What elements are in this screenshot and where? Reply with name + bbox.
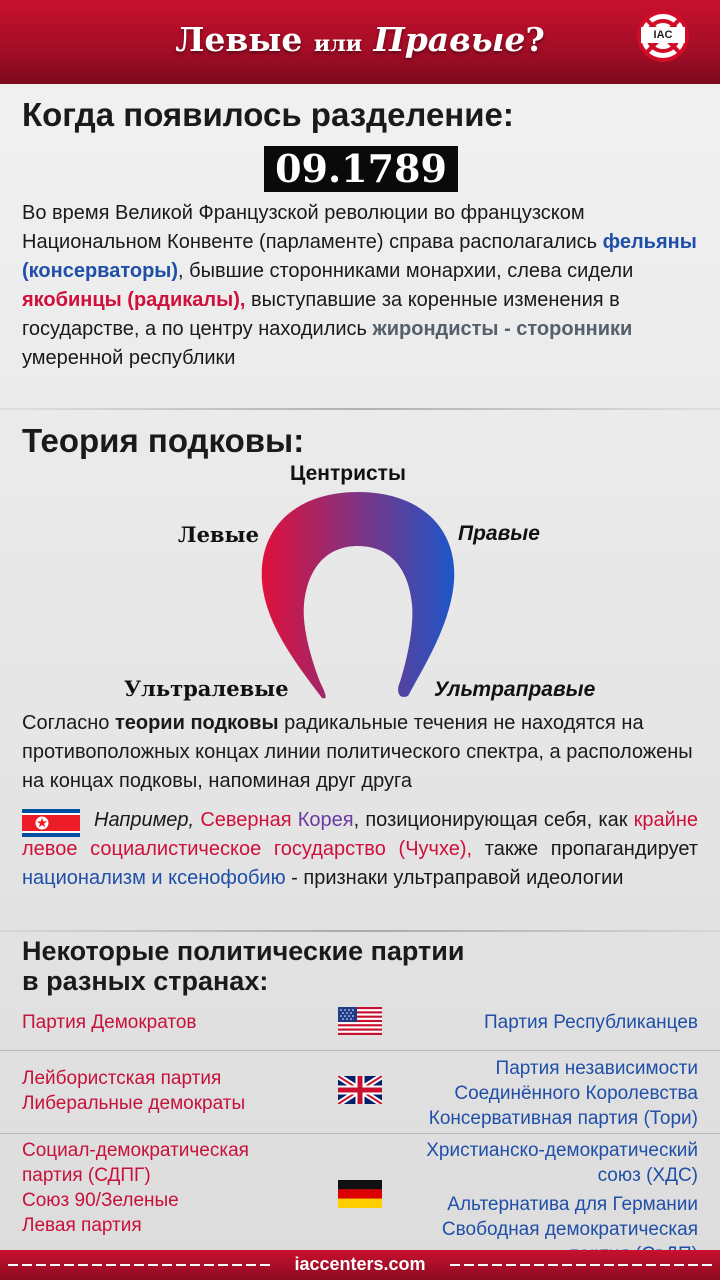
origin-paragraph [22,199,702,373]
text-segment: Например, [94,809,201,831]
uk-right-parties [429,1056,698,1131]
party-name: Лейбористская партия [22,1068,222,1089]
text-segment: фельяны (консерваторы) [22,231,697,282]
usa-left-parties [22,1010,197,1035]
party-name: союз (ХДС) [597,1165,698,1186]
text-segment: - признаки ультраправой идеологии [285,867,624,889]
party-name: Соединённого Королевства [454,1083,698,1104]
row-divider [0,1050,720,1051]
uk-left-parties [22,1066,245,1116]
text-segment: выступавшие за коренные изменения в государстве, а по центру находились [22,289,620,340]
label-left: Левые [178,522,259,547]
text-segment: Во время Великой Французской революции во французском Национальном Конвенте (парламенте) справа располагались [22,202,603,253]
footer-site-link[interactable]: iaccenters.com [294,1254,426,1274]
section-divider [0,408,720,410]
horseshoe-heading: Теория подковы: [22,422,305,459]
footer-bar [0,1250,720,1280]
germany-flag-icon [338,1180,382,1208]
header-bar [0,0,720,84]
horseshoe-paragraph [22,709,702,796]
party-name: Консервативная партия (Тори) [428,1108,698,1129]
origin-heading: Когда появилось разделение: [22,96,514,133]
label-ultra-right: Ультраправые [434,678,596,701]
example-paragraph [22,806,698,893]
party-name: Партия Республиканцев [483,1012,698,1033]
text-segment: Северная [200,809,298,831]
text-segment: , бывшие сторонниками монархии, слева сидели [178,260,634,282]
horseshoe-text-post: радикальные течения не находятся на противоположных концах линии политического спектра, а расположены на концах подковы, напоминая друг друга [22,712,693,792]
row-divider [0,1133,720,1134]
party-name: Альтернатива для Германии [447,1194,698,1215]
parties-heading-line1: Некоторые политические партии [22,936,465,966]
horseshoe-diagram [258,486,458,702]
party-name: Свободная демократическая [441,1219,698,1240]
horseshoe-text-bold: теории подковы [114,712,279,734]
title-question-mark: ? [525,20,545,59]
party-name: Христианско-демократический [426,1140,698,1161]
party-name: Либеральные демократы [22,1093,246,1114]
horseshoe-shape [262,492,455,698]
origin-date: 09.1789 [264,146,458,192]
title-right: Правые [373,20,526,59]
text-segment: крайне левое социалистическое государство (Чучхе), [22,809,698,860]
germany-left-parties [22,1138,249,1238]
party-name: Союз 90/Зеленые [22,1190,179,1211]
party-name: партия (СДПГ) [22,1165,151,1186]
germany-right-parties [426,1138,698,1267]
text-segment: , позиционирующая себя, как [353,809,634,831]
party-name: Социал-демократическая [22,1140,249,1161]
text-segment: Корея [297,809,354,831]
label-centrists: Центристы [290,462,406,485]
title-or: или [313,31,363,57]
parties-heading [22,936,464,996]
label-right: Правые [458,522,540,545]
text-segment: умеренной республики [22,347,236,369]
horseshoe-text-pre: Согласно [22,712,115,734]
usa-flag-icon [338,1007,382,1035]
uk-flag-icon [338,1076,382,1104]
label-ultra-left: Ультралевые [124,676,289,701]
text-segment: также пропагандирует [472,838,698,860]
text-segment: жирондисты - сторонники [372,318,633,340]
party-name: Левая партия [22,1215,142,1236]
parties-heading-line2: в разных странах: [22,966,269,996]
party-name: Партия независимости [495,1058,698,1079]
party-name: Партия Демократов [22,1012,197,1033]
usa-right-parties [484,1010,698,1035]
text-segment: якобинцы (радикалы), [22,289,246,311]
text-segment: национализм и ксенофобию [22,867,286,889]
title-left: Левые [175,20,303,59]
page-title [0,20,720,59]
logo-text: IAC [653,29,673,41]
section-divider [0,930,720,932]
iac-logo-icon [637,10,689,62]
